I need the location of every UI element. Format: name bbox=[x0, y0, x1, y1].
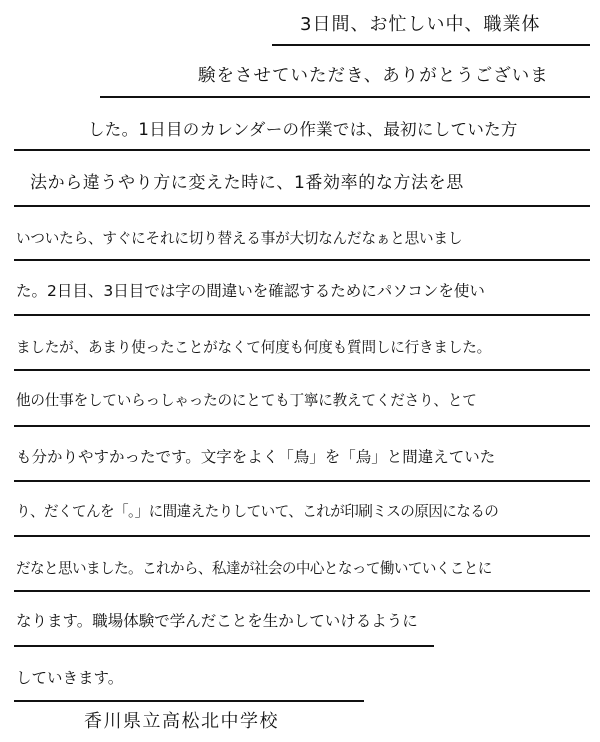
ruled-line bbox=[14, 369, 590, 371]
letter-line: していきます。 bbox=[16, 669, 124, 687]
letter-line: ましたが、あまり使ったことがなくて何度も何度も質問しに行きました。 bbox=[16, 339, 491, 356]
ruled-line bbox=[14, 590, 590, 592]
letter-line: した。1日目のカレンダーの作業では、最初にしていた方 bbox=[88, 120, 518, 139]
ruled-line bbox=[14, 700, 364, 702]
ruled-line bbox=[100, 96, 590, 98]
letter-line: も分かりやすかったです。文字をよく「鳥」を「烏」と間違えていた bbox=[16, 448, 496, 466]
letter-line: 験をさせていただき、ありがとうございま bbox=[198, 66, 549, 86]
letter-line: 3日間、お忙しい中、職業体 bbox=[300, 14, 541, 35]
ruled-line bbox=[14, 480, 590, 482]
ruled-line bbox=[14, 645, 434, 647]
letter-line: いついたら、すぐにそれに切り替える事が大切なんだなぁと思いまし bbox=[16, 230, 463, 247]
ruled-line bbox=[14, 425, 590, 427]
ruled-line bbox=[14, 314, 590, 316]
ruled-line bbox=[272, 44, 590, 46]
ruled-line bbox=[14, 535, 590, 537]
ruled-line bbox=[14, 149, 590, 151]
letter-line: なります。職場体験で学んだことを生かしていけるように bbox=[16, 612, 418, 630]
letter-line: 法から違うやり方に変えた時に、1番効率的な方法を思 bbox=[30, 173, 464, 193]
letter-line: た。2日目、3日目では字の間違いを確認するためにパソコンを使い bbox=[16, 282, 485, 300]
letter-line: り、だくてんを「。」に間違えたりしていて、これが印刷ミスの原因になるの bbox=[16, 503, 499, 520]
school-signature: 香川県立高松北中学校 bbox=[84, 711, 279, 732]
ruled-line bbox=[14, 259, 590, 261]
letter-line: 他の仕事をしていらっしゃったのにとても丁寧に教えてくださり、とて bbox=[16, 392, 477, 409]
letter-line: だなと思いました。これから、私達が社会の中心となって働いていくことに bbox=[16, 560, 492, 577]
ruled-line bbox=[14, 205, 590, 207]
